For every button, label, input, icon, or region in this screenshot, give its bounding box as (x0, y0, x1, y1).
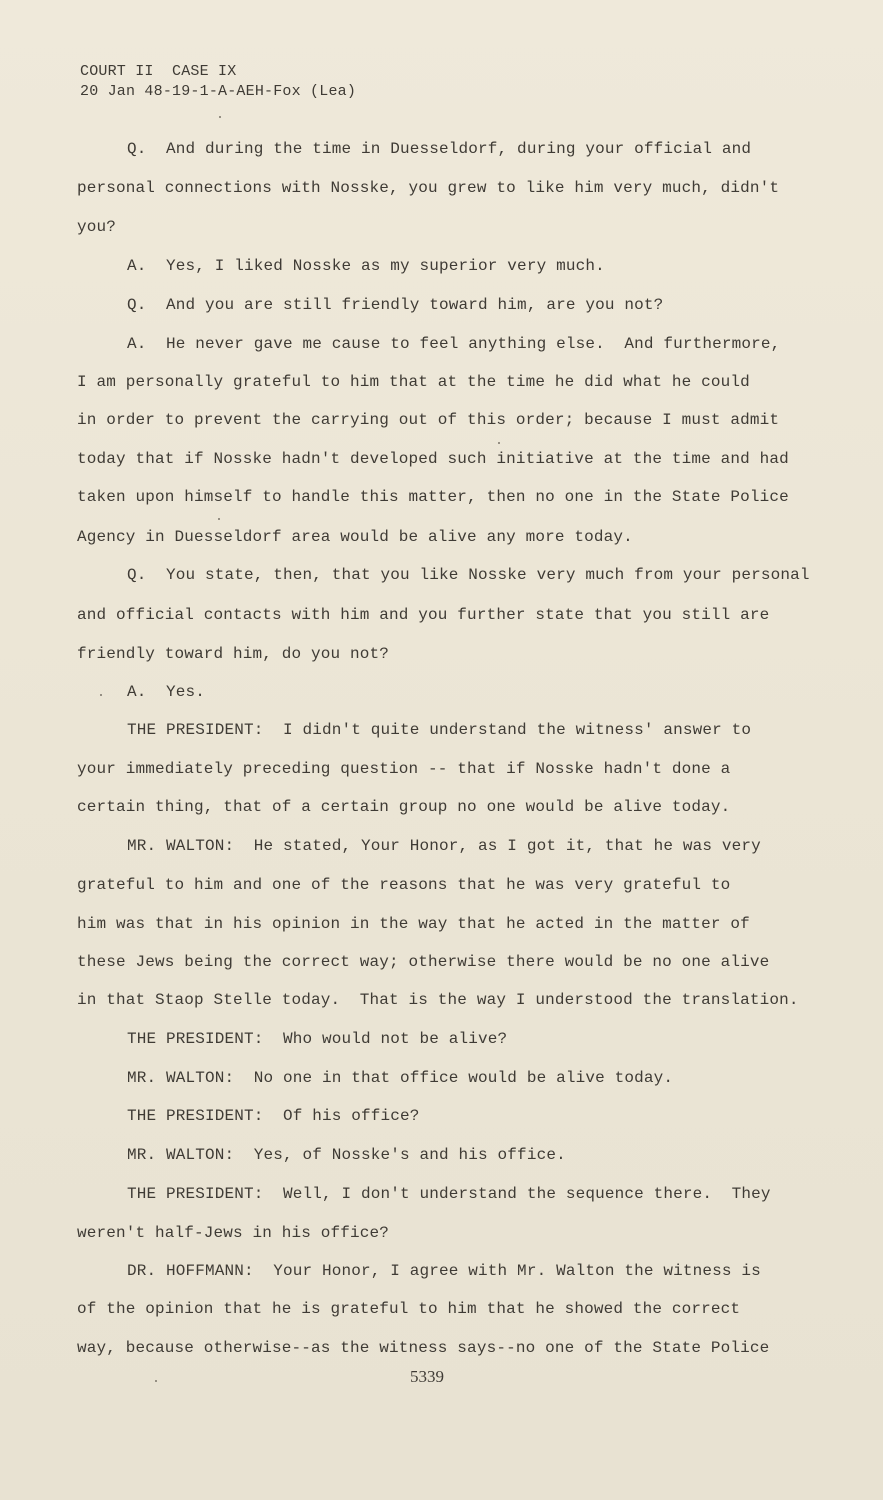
text-line: THE PRESIDENT: Well, I don't understand the sequence there. They (127, 1185, 771, 1203)
paper-speck (155, 1380, 157, 1382)
paper-speck (219, 116, 221, 118)
text-line: your immediately preceding question -- that if Nosske hadn't done a (77, 760, 731, 778)
text-line: friendly toward him, do you not? (77, 645, 390, 663)
text-line: THE PRESIDENT: I didn't quite understand the witness' answer to (127, 721, 752, 739)
text-line: way, because otherwise--as the witness says--no one of the State Police (77, 1339, 770, 1357)
text-line: weren't half-Jews in his office? (77, 1224, 390, 1242)
text-line: DR. HOFFMANN: Your Honor, I agree with Mr. Walton the witness is (127, 1262, 761, 1280)
text-line: personal connections with Nosske, you grew to like him very much, didn't (77, 179, 780, 197)
text-line: A. Yes. (127, 683, 206, 701)
text-line: these Jews being the correct way; otherwise there would be no one alive (77, 953, 770, 971)
text-line: today that if Nosske hadn't developed such initiative at the time and had (77, 450, 789, 468)
text-line: Agency in Duesseldorf area would be alive any more today. (77, 528, 633, 546)
header-case-line: COURT II CASE IX (80, 63, 237, 80)
text-line: THE PRESIDENT: Of his office? (127, 1107, 420, 1125)
header-date-line: 20 Jan 48-19-1-A-AEH-Fox (Lea) (80, 83, 357, 100)
text-line: you? (77, 218, 117, 236)
text-line: Q. And during the time in Duesseldorf, during your official and (127, 140, 752, 158)
text-line: MR. WALTON: He stated, Your Honor, as I got it, that he was very (127, 837, 761, 855)
text-line: A. He never gave me cause to feel anything else. And furthermore, (127, 335, 781, 353)
text-line: and official contacts with him and you further state that you still are (77, 606, 770, 624)
text-line: in that Staop Stelle today. That is the way I understood the translation. (77, 991, 799, 1009)
text-line: him was that in his opinion in the way that he acted in the matter of (77, 915, 750, 933)
text-line: Q. You state, then, that you like Nosske very much from your personal (127, 566, 810, 584)
text-line: taken upon himself to handle this matter, then no one in the State Police (77, 488, 789, 506)
text-line: certain thing, that of a certain group no one would be alive today. (77, 798, 731, 816)
text-line: Q. And you are still friendly toward him, are you not? (127, 296, 664, 314)
text-line: I am personally grateful to him that at the time he did what he could (77, 373, 750, 391)
page-number: 5339 (410, 1367, 444, 1386)
text-line: in order to prevent the carrying out of this order; because I must admit (77, 411, 780, 429)
text-line: A. Yes, I liked Nosske as my superior very much. (127, 257, 605, 275)
text-line: of the opinion that he is grateful to him that he showed the correct (77, 1300, 741, 1318)
text-line: MR. WALTON: No one in that office would be alive today. (127, 1069, 674, 1087)
text-line: THE PRESIDENT: Who would not be alive? (127, 1030, 508, 1048)
document-header (80, 62, 356, 102)
paper-speck (218, 518, 220, 520)
text-line: MR. WALTON: Yes, of Nosske's and his office. (127, 1146, 566, 1164)
text-line: grateful to him and one of the reasons that he was very grateful to (77, 876, 731, 894)
paper-speck (498, 442, 500, 444)
paper-speck (100, 694, 102, 696)
